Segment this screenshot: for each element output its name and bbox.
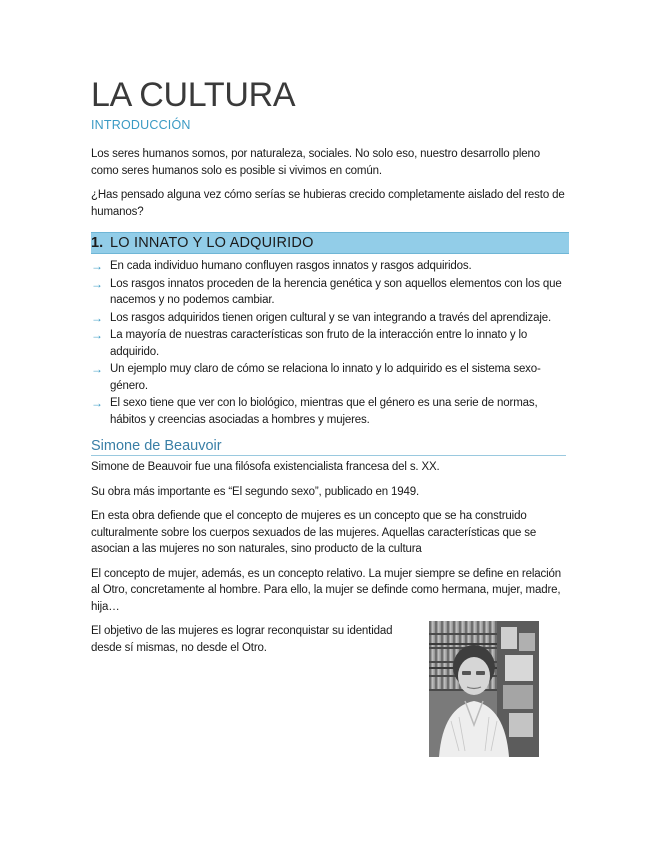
document-subtitle: INTRODUCCIÓN (91, 118, 191, 132)
arrow-right-icon: → (91, 276, 103, 291)
list-item-text: Los rasgos adquiridos tienen origen cultural y se van integrando a través del aprendizaje. (110, 311, 552, 324)
list-item-text: Un ejemplo muy claro de cómo se relaciona lo innato y lo adquirido es el sistema sexo-género. (110, 363, 541, 392)
subsection-heading: Simone de Beauvoir (91, 438, 566, 456)
arrow-right-icon: → (91, 259, 103, 273)
section-heading: LO INNATO Y LO ADQUIRIDO (110, 235, 314, 251)
list-item (91, 310, 566, 327)
list-item-text: El sexo tiene que ver con lo biológico, mientras que el género es una serie de normas, hábitos y creencias asociadas a hombres y mujeres. (110, 397, 538, 426)
list-item-text: La mayoría de nuestras características son fruto de la interacción entre lo innato y lo adquirido. (110, 329, 528, 358)
intro-paragraph: Los seres humanos somos, por naturaleza, sociales. No solo eso, nuestro desarrollo pleno como seres humanos solo es posible si vivimos en común. (91, 148, 540, 177)
section-heading-bar (91, 232, 569, 254)
body-paragraph: Simone de Beauvoir fue una filósofa existencialista francesa del s. XX. (91, 461, 440, 473)
list-item (91, 361, 566, 394)
body-paragraph: El concepto de mujer, además, es un concepto relativo. La mujer siempre se define en relación al Otro, concretamente al hombre. Para ello, la mujer se definde como hermana, mujer, madre, hija… (91, 567, 561, 613)
arrow-right-icon: → (91, 362, 103, 376)
bullet-list (91, 258, 566, 428)
document-content (91, 76, 566, 664)
arrow-right-icon: → (91, 328, 103, 342)
list-item (91, 258, 566, 275)
list-item-text: En cada individuo humano confluyen rasgos innatos y rasgos adquiridos. (110, 260, 472, 272)
portrait-photo (429, 621, 539, 757)
section-number: 1. (91, 235, 104, 251)
list-item-text: Los rasgos innatos proceden de la herencia genética y son aquellos elementos con los que nacemos y no podemos cambiar. (110, 277, 562, 306)
document-title: LA CULTURA (91, 76, 296, 114)
closing-paragraph: El objetivo de las mujeres es lograr reconquistar su identidad desde sí mismas, no desde el Otro. (91, 625, 393, 654)
arrow-right-icon: → (91, 310, 103, 325)
closing-block (91, 623, 566, 656)
body-paragraph: Su obra más importante es “El segundo sexo”, publicado en 1949. (91, 485, 420, 498)
list-item (91, 276, 566, 309)
list-item (91, 395, 566, 428)
body-paragraph: En esta obra defiende que el concepto de mujeres es un concepto que se ha construido culturalmente sobre los cuerpos sexuados de las mujeres. Aquellas características que se asocian a las mujeres no son naturales, sino producto de la cultura (91, 510, 537, 555)
list-item (91, 327, 566, 360)
arrow-right-icon: → (91, 396, 103, 410)
intro-paragraph: ¿Has pensado alguna vez cómo serías se hubieras crecido completamente aislado del resto de humanos? (91, 189, 565, 218)
